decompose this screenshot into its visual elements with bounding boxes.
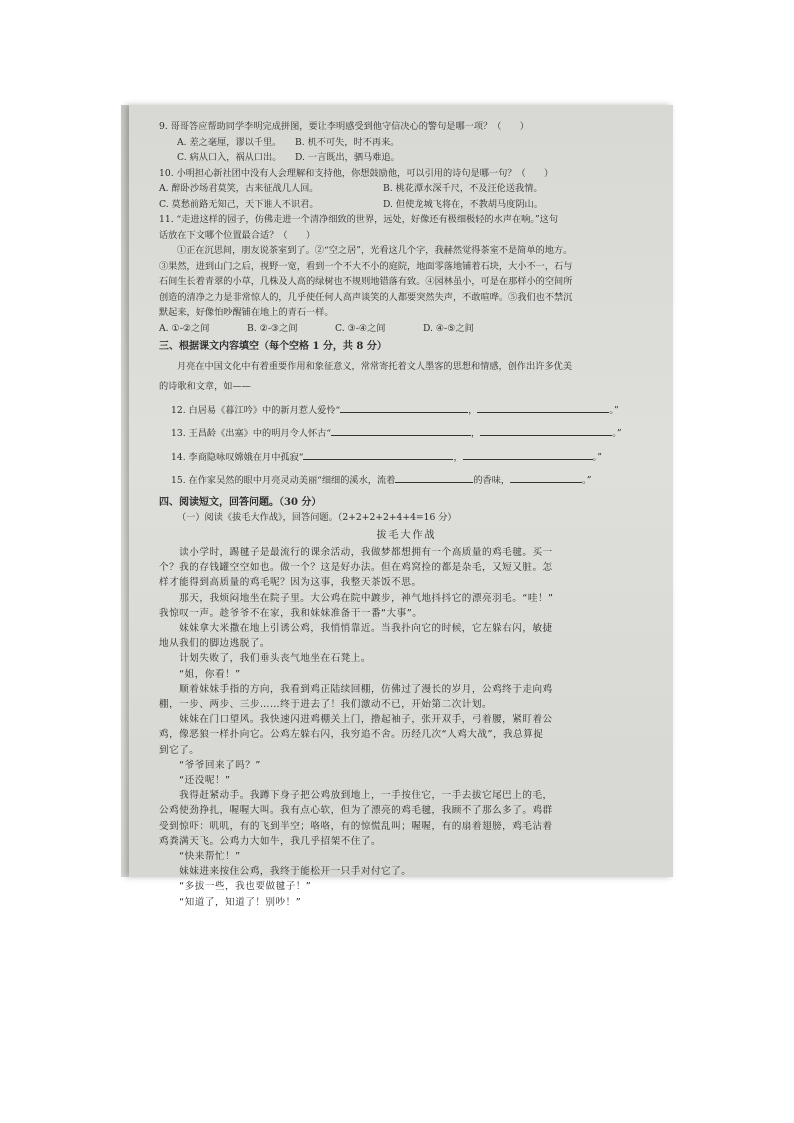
q11-para-line: ①正在沉思间，朋友说茶室到了。②“空之居”，光看这几个字，我赫然觉得茶室不是简单的地方。 bbox=[177, 245, 573, 256]
exam-content bbox=[159, 119, 654, 910]
q10-stem: 10. 小明担心新社团中没有人会理解和支持他，你想鼓励他，可以引用的诗句是哪一句？（ ） bbox=[159, 167, 554, 179]
article-line: 地从我们的脚边逃脱了。 bbox=[159, 638, 271, 650]
q13-line bbox=[171, 424, 654, 442]
q15-end: 。” bbox=[582, 475, 592, 486]
q15-blank-1[interactable] bbox=[395, 471, 473, 483]
q9-option-d: D. 一言既出，驷马难追。 bbox=[295, 152, 400, 163]
q15-mid: 的香味， bbox=[473, 475, 511, 486]
q12-blank-1[interactable] bbox=[340, 401, 468, 413]
q11-para-line: 创造的清净之力是非常惊人的，几乎使任何人高声谈笑的人都要突然失声，不敢喧哗。⑤我们也不禁沉 bbox=[159, 291, 573, 303]
q9-options-row1 bbox=[159, 135, 654, 151]
q9-option-b: B. 机不可失，时不再来。 bbox=[295, 136, 400, 148]
section3-heading: 三、根据课文内容填空（每个空格 1 分，共 8 分） bbox=[159, 341, 387, 352]
q13-end: 。” bbox=[612, 428, 622, 439]
q10-options-row1 bbox=[159, 181, 654, 197]
article-line: 顺着妹妹手指的方向，我看到鸡正陆续回棚，仿佛过了漫长的岁月，公鸡终于走向鸡 bbox=[159, 683, 553, 695]
section4-heading: 四、阅读短文，回答问题。（30 分） bbox=[159, 496, 322, 508]
article-line: 我得赶紧动手。我蹲下身子把公鸡放到地上，一手按住它，一手去拔它尾巴上的毛， bbox=[159, 790, 553, 802]
article-line: 鸡粪满天飞。公鸡力大如牛，我几乎招架不住了。 bbox=[159, 835, 382, 847]
article-line: “姐，你看！” bbox=[159, 668, 241, 680]
q10-option-d: D. 但使龙城飞将在，不教胡马度阴山。 bbox=[383, 198, 543, 210]
article-line: 鸡，像恶狼一样扑向它。公鸡左躲右闪，我穷追不舍。历经几次“人鸡大战”，我总算捉 bbox=[159, 729, 544, 741]
q11-para-line: ③果然，进到山门之后，视野一宽，看到一个不大不小的庭院，地面零落地铺着石块，大小不一，石与 bbox=[159, 260, 573, 272]
article-line: 到它了。 bbox=[159, 744, 200, 756]
q15-stem: 15. 在作家吴然的眼中月亮灵动美丽“细细的溪水，流着 bbox=[171, 475, 396, 486]
q10-options-row2 bbox=[159, 197, 654, 213]
q11-option-c: C. ③-④之间 bbox=[335, 322, 386, 334]
q10-option-c: C. 莫愁前路无知己，天下谁人不识君。 bbox=[159, 198, 319, 210]
q9-option-c: C. 病从口入，祸从口出。 bbox=[177, 152, 282, 163]
q14-line bbox=[171, 448, 654, 466]
article-line: 妹妹进来按住公鸡，我终于能松开一只手对付它了。 bbox=[159, 866, 412, 878]
article-line: 公鸡使劲挣扎，喔喔大叫。我有点心软，但为了漂亮的鸡毛毽，我顾不了那么多了。鸡群 bbox=[159, 805, 553, 817]
q12-stem: 12. 白居易《暮江吟》中的新月惹人爱怜“ bbox=[171, 404, 341, 416]
section3-intro-line2: 的诗歌和文章，如—— bbox=[159, 381, 251, 392]
q11-options bbox=[159, 321, 654, 337]
q14-blank-2[interactable] bbox=[463, 448, 593, 460]
q13-comma: ， bbox=[471, 428, 481, 439]
q11-option-b: B. ②-③之间 bbox=[247, 322, 298, 334]
q11-stem-line2: 话放在下文哪个位置最合适？（ ） bbox=[159, 229, 316, 241]
q11-stem-line1: 11. “走进这样的园子，仿佛走进一个清净细致的世界，远处，好像还有极细极轻的水声在响。”这句 bbox=[159, 214, 559, 225]
q9-options-row2 bbox=[159, 150, 654, 166]
article-line: 计划失败了，我们垂头丧气地坐在石凳上。 bbox=[159, 653, 371, 665]
q12-end: 。” bbox=[609, 404, 619, 416]
article-line: 个？我的存钱罐空空如也。做一个？这是好办法。但在鸡窝捡的都是杂毛，又短又脏。怎 bbox=[159, 562, 553, 574]
q11-option-d: D. ④-⑤之间 bbox=[423, 322, 474, 334]
article-line: 读小学时，踢毽子是最流行的课余活动，我做梦都想拥有一个高质量的鸡毛毽。买一 bbox=[159, 547, 553, 558]
exam-paper bbox=[129, 105, 673, 908]
q12-comma: ， bbox=[468, 404, 478, 416]
article-line: 妹妹在门口望风。我快速闪进鸡棚关上门，撸起袖子，张开双手，弓着腰，紧盯着公 bbox=[159, 714, 553, 726]
q11-option-a: A. ①-②之间 bbox=[159, 322, 210, 334]
article-line: “快来帮忙！” bbox=[159, 851, 241, 863]
article-title: 拔毛大作战 bbox=[376, 529, 437, 541]
article-line: 我惊叹一声。趁爷爷不在家，我和妹妹准备干一番“大事”。 bbox=[159, 607, 423, 619]
q14-end: 。” bbox=[592, 451, 602, 463]
q14-stem: 14. 李商隐咏叹嫦娥在月中孤寂“ bbox=[171, 451, 304, 463]
article-line: 那天，我烦闷地坐在院子里。大公鸡在院中踱步，神气地抖抖它的漂亮羽毛。“哇！” bbox=[159, 592, 554, 604]
article-line: 棚，一步、两步、三步……终于进去了！我们激动不已，开始第二次计划。 bbox=[159, 699, 493, 711]
document-photo bbox=[121, 105, 673, 908]
section3-intro-line1: 月亮在中国文化中有着重要作用和象征意义，常常寄托着文人墨客的思想和情感，创作出许多优美 bbox=[177, 360, 573, 372]
q13-blank-2[interactable] bbox=[480, 424, 612, 436]
q11-para-line: 石间生长着青翠的小草，几株及人高的绿树也不规则地错落有致。④园林虽小，可是在那样小的空间所 bbox=[159, 276, 573, 287]
q10-option-a: A. 醉卧沙场君莫笑，古来征战几人回。 bbox=[159, 183, 319, 194]
q12-line bbox=[171, 401, 654, 419]
q15-blank-2[interactable] bbox=[510, 471, 582, 483]
q15-line bbox=[171, 471, 654, 489]
section4-subheading: （一）阅读《拔毛大作战》，回答问题。（2+2+2+2+4+4=16 分） bbox=[177, 512, 457, 523]
q12-blank-2[interactable] bbox=[477, 401, 609, 413]
q14-comma: ， bbox=[453, 451, 463, 463]
article-line: “多拔一些，我也要做毽子！” bbox=[159, 881, 312, 893]
q13-stem: 13. 王昌龄《出塞》中的明月令人怀古“ bbox=[171, 428, 332, 439]
q10-option-b: B. 桃花潭水深千尺，不及汪伦送我情。 bbox=[383, 183, 543, 194]
q14-blank-1[interactable] bbox=[303, 448, 453, 460]
article-body bbox=[159, 545, 654, 910]
article-line: 样才能得到高质量的鸡毛呢？因为这事，我整天茶饭不思。 bbox=[159, 577, 422, 589]
article-line: “知道了，知道了！别吵！” bbox=[159, 896, 302, 908]
q13-blank-1[interactable] bbox=[331, 424, 471, 436]
article-line: 妹妹拿大米撒在地上引诱公鸡，我悄悄靠近。当我扑向它的时候，它左躲右闪，敏捷 bbox=[159, 623, 553, 635]
article-line: “还没呢！” bbox=[159, 775, 231, 787]
article-line: “爷爷回来了吗？” bbox=[159, 759, 261, 771]
q9-option-a: A. 差之毫厘，谬以千里。 bbox=[177, 136, 282, 148]
q11-para-line: 默起来，好像怕吵醒铺在地上的青石一样。 bbox=[159, 307, 334, 318]
q9-stem: 9. 哥哥答应帮助同学李明完成拼图，要让李明感受到他守信决心的警句是哪一项？（ ） bbox=[159, 121, 529, 132]
article-line: 受到惊吓：叽叽，有的飞到半空；咯咯，有的惊慌乱叫；喔喔，有的扇着翅膀，鸡毛沾着 bbox=[159, 820, 553, 832]
